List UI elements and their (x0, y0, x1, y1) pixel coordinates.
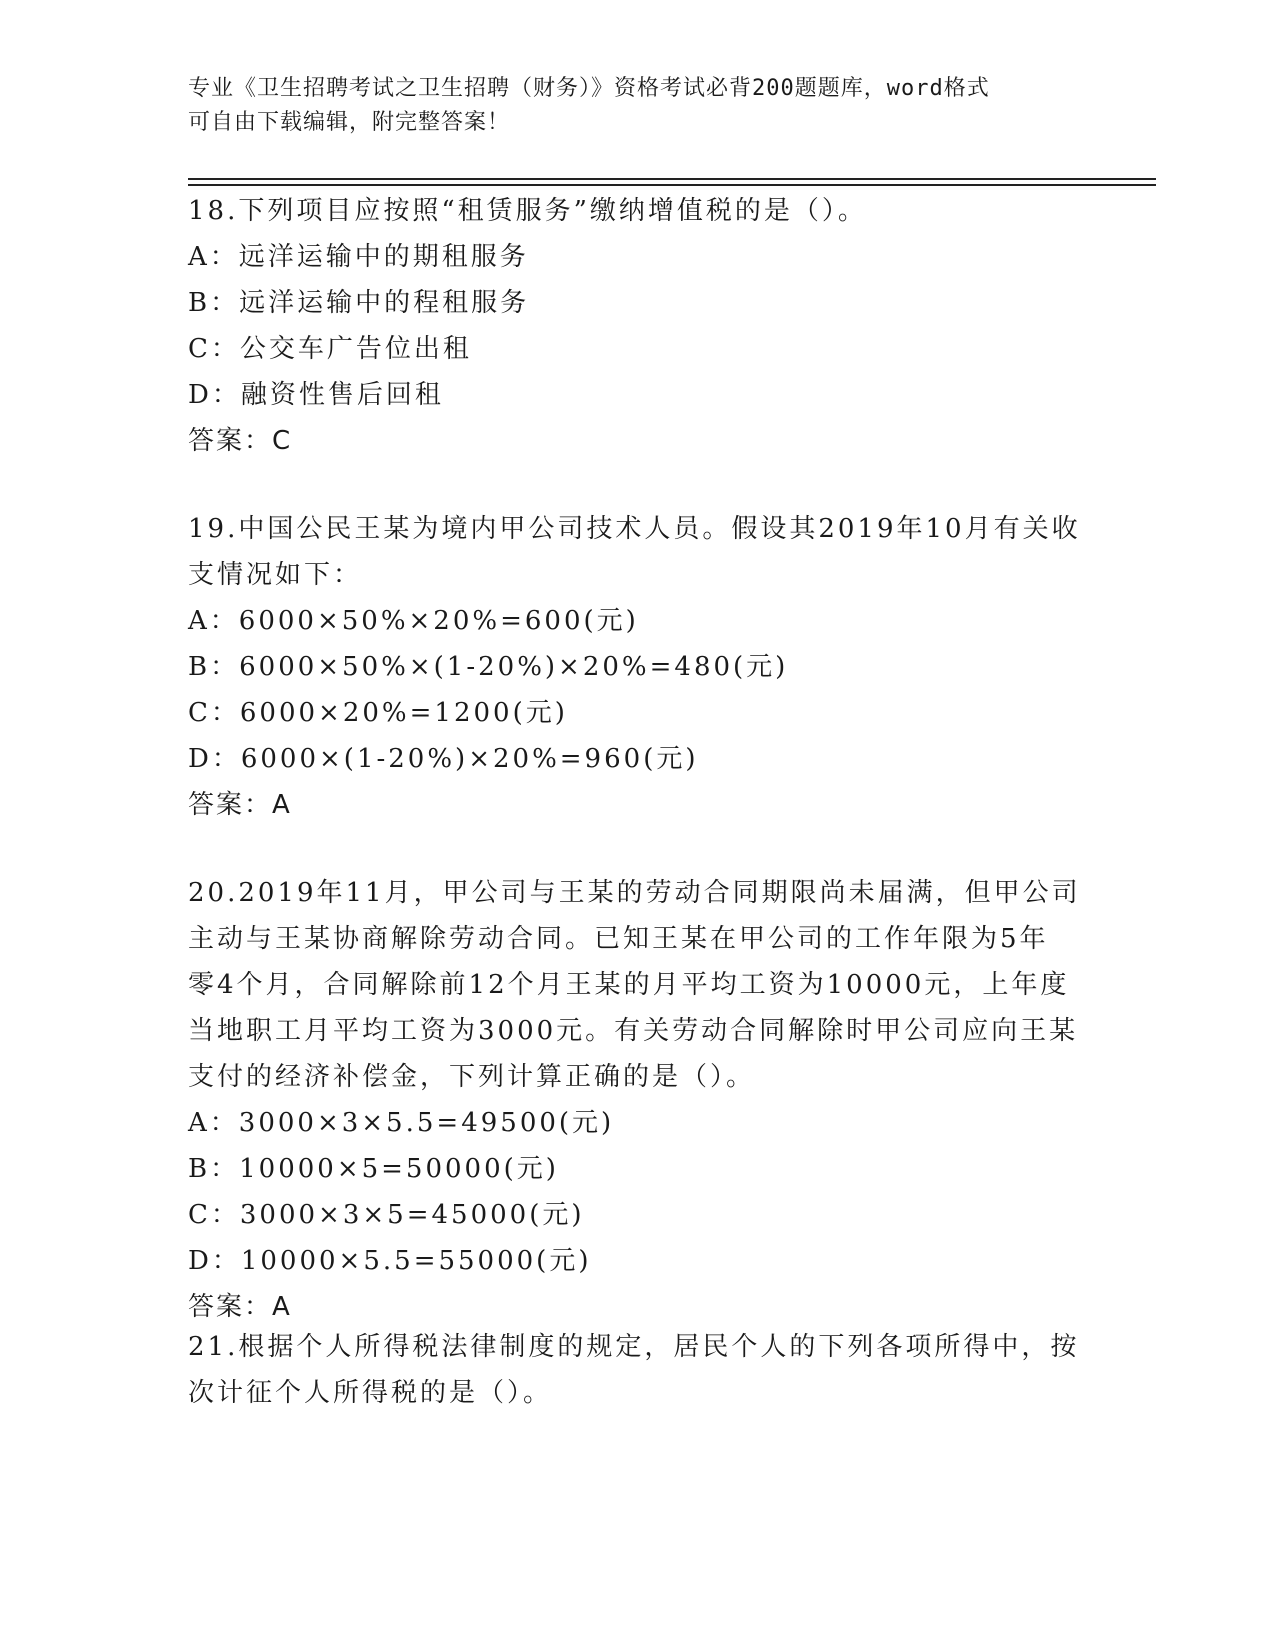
option-b: B：6000×50%×(1-20%)×20%=480(元) (188, 652, 789, 682)
option-a: A：远洋运输中的期租服务 (188, 242, 529, 272)
option-c: C：6000×20%=1200(元) (188, 698, 568, 728)
question-21 (188, 1324, 1079, 1416)
option-d: D：融资性售后回租 (188, 380, 444, 410)
answer-text: 答案：C (188, 426, 293, 456)
question-stem: 主动与王某协商解除劳动合同。已知王某在甲公司的工作年限为5年 (188, 924, 1049, 954)
option-b: B：远洋运输中的程租服务 (188, 288, 530, 318)
option-c: C：公交车广告位出租 (188, 334, 472, 364)
question-stem: 当地职工月平均工资为3000元。有关劳动合同解除时甲公司应向王某 (188, 1016, 1079, 1046)
question-stem: 20.2019年11月，甲公司与王某的劳动合同期限尚未届满，但甲公司 (188, 878, 1081, 908)
question-19 (188, 506, 1081, 828)
option-b: B：10000×5=50000(元) (188, 1154, 559, 1184)
header-divider-bottom (188, 184, 1156, 186)
option-c: C：3000×3×5=45000(元) (188, 1200, 585, 1230)
question-stem: 19.中国公民王某为境内甲公司技术人员。假设其2019年10月有关收 (188, 514, 1081, 544)
option-a: A：6000×50%×20%=600(元) (188, 606, 639, 636)
answer-text: 答案：A (188, 790, 292, 820)
document-header (188, 72, 1088, 140)
question-stem: 支情况如下： (188, 560, 363, 590)
question-20 (188, 870, 1081, 1330)
question-stem: 次计征个人所得税的是（）。 (188, 1378, 553, 1408)
question-18 (188, 188, 867, 464)
answer-text: 答案：A (188, 1292, 292, 1322)
option-d: D：10000×5.5=55000(元) (188, 1246, 592, 1276)
question-stem: 零4个月，合同解除前12个月王某的月平均工资为10000元，上年度 (188, 970, 1070, 1000)
header-divider-top (188, 178, 1156, 180)
question-stem: 21.根据个人所得税法律制度的规定，居民个人的下列各项所得中，按 (188, 1332, 1080, 1362)
option-d: D：6000×(1-20%)×20%=960(元) (188, 744, 699, 774)
question-stem: 18.下列项目应按照“租赁服务”缴纳增值税的是（）。 (188, 196, 867, 226)
header-line-1: 专业《卫生招聘考试之卫生招聘（财务）》资格考试必背200题题库，word格式 (188, 76, 990, 101)
header-line-2: 可自由下载编辑，附完整答案！ (188, 110, 511, 135)
question-stem: 支付的经济补偿金，下列计算正确的是（）。 (188, 1062, 756, 1092)
option-a: A：3000×3×5.5=49500(元) (188, 1108, 615, 1138)
